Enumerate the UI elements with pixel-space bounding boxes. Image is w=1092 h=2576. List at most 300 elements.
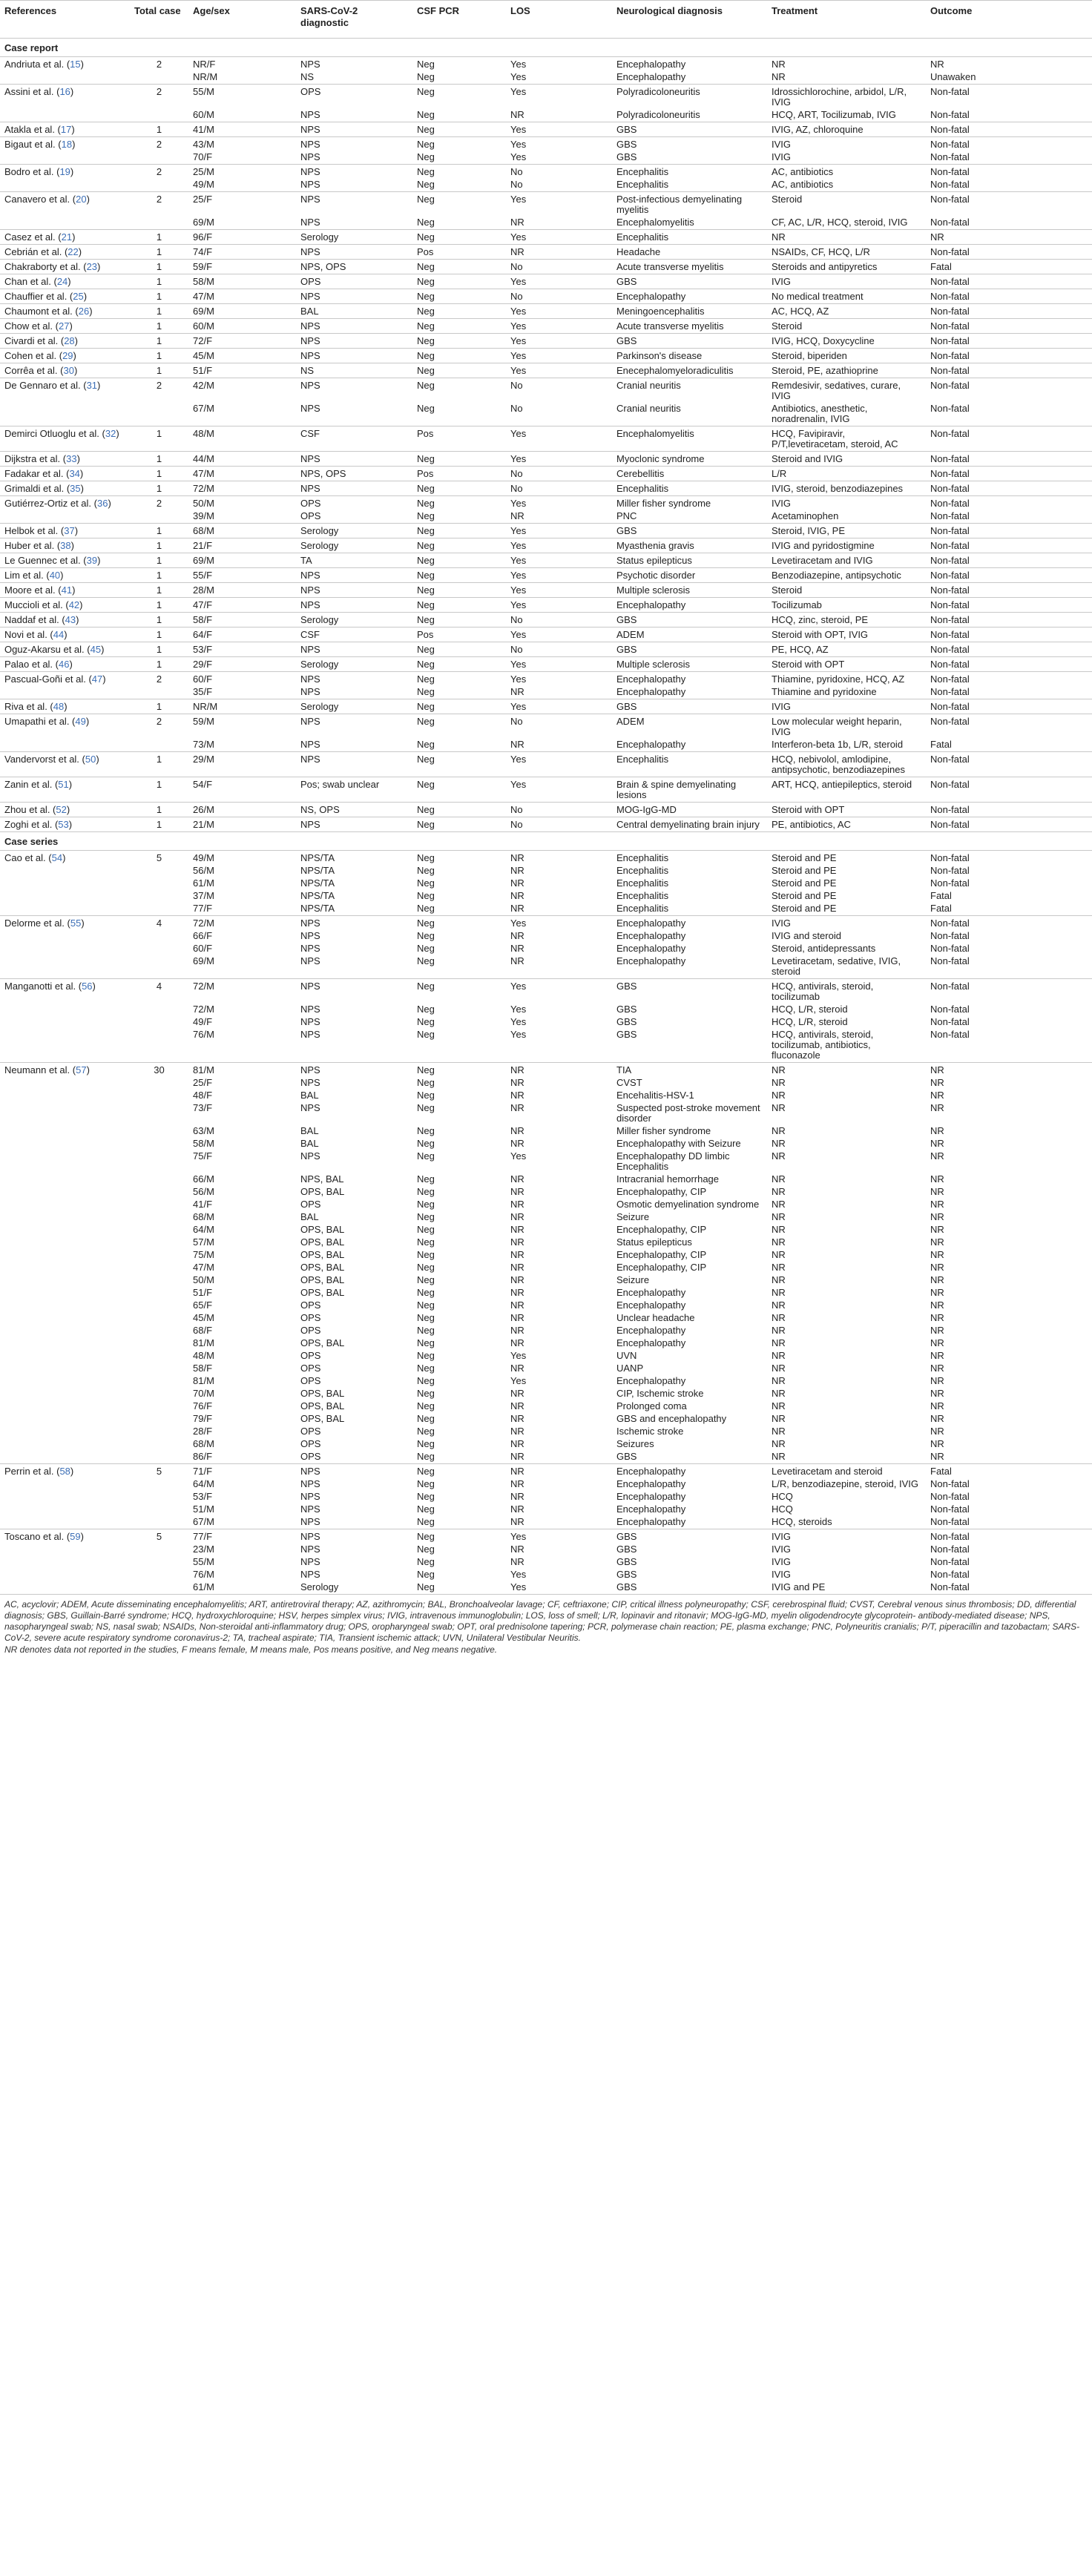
table-row (0, 1311, 1092, 1323)
total-case-cell (130, 1101, 188, 1124)
sars-cov2-cell: NPS/TA (300, 890, 335, 901)
age-sex-cell: NR/M (188, 699, 296, 714)
sars-cov2-cell: OPS, BAL (300, 1262, 345, 1273)
age-sex-cell: 48/M (193, 1350, 214, 1361)
age-sex-cell: 54/F (188, 777, 296, 803)
neuro-dx-cell: Ischemic stroke (616, 1426, 684, 1437)
sars-cov2-cell: Serology (296, 524, 412, 538)
csf-pcr-cell: Neg (417, 852, 435, 863)
los-cell: NR (510, 1337, 524, 1348)
outcome-cell: Non-fatal (926, 401, 1092, 426)
reference-cell (0, 1502, 130, 1515)
csf-pcr-cell: Neg (417, 1312, 435, 1323)
neuro-dx-cell: Encephalopathy, CIP (616, 1262, 707, 1273)
table-row (0, 1235, 1092, 1248)
los-cell: NR (510, 1262, 524, 1273)
treatment-cell: NR (772, 1150, 786, 1162)
neuro-dx-cell: Polyradicoloneuritis (612, 108, 767, 122)
total-case-cell: 1 (130, 245, 188, 260)
sars-cov2-cell: OPS (300, 1363, 321, 1374)
csf-pcr-cell: Neg (417, 1004, 435, 1015)
treatment-cell: AC, HCQ, AZ (767, 304, 926, 319)
table-row (0, 1567, 1092, 1580)
outcome-cell: Unawaken (926, 70, 1092, 85)
age-sex-cell: 49/M (188, 177, 296, 192)
outcome-cell: Non-fatal (926, 538, 1092, 553)
total-case-cell (130, 1298, 188, 1311)
treatment-cell: IVIG, HCQ, Doxycycline (767, 334, 926, 349)
csf-pcr-cell: Neg (412, 685, 506, 699)
treatment-cell: NR (772, 1375, 786, 1386)
sars-cov2-cell: NPS (296, 1027, 412, 1063)
csf-pcr-cell: Neg (417, 1388, 435, 1399)
sars-cov2-cell: NPS (296, 150, 412, 165)
neuro-dx-cell: GBS (616, 1531, 637, 1542)
csf-pcr-cell: Neg (412, 230, 506, 245)
reference-cell (0, 1311, 130, 1323)
csf-pcr-cell: Neg (417, 1102, 435, 1113)
csf-pcr-cell: Neg (417, 1350, 435, 1361)
table-row (0, 1149, 1092, 1172)
reference-cell: Zhou et al. (52) (0, 803, 130, 817)
total-case-cell (130, 1580, 188, 1595)
treatment-cell: Tocilizumab (767, 598, 926, 613)
outcome-cell: NR (930, 1236, 944, 1248)
outcome-cell: NR (926, 1449, 1092, 1464)
sars-cov2-cell: OPS (296, 274, 412, 289)
reference-cell (0, 1248, 130, 1260)
table-row (0, 1185, 1092, 1197)
los-cell: NR (510, 930, 524, 941)
csf-pcr-cell: Neg (412, 289, 506, 304)
reference-author: Pascual-Goñi et al. (4, 673, 86, 685)
treatment-cell: NR (772, 1077, 786, 1088)
los-cell: NR (510, 1438, 524, 1449)
neuro-dx-cell: Encephalopathy, CIP (616, 1186, 707, 1197)
reference-author: Neumann et al. (4, 1064, 70, 1075)
csf-pcr-cell: Neg (412, 304, 506, 319)
los-cell: Yes (510, 1531, 527, 1542)
neuro-dx-cell: Encephalitis (616, 166, 669, 177)
treatment-cell: NR (772, 1363, 786, 1374)
reference-number: 24 (56, 276, 68, 287)
table-row (0, 334, 1092, 349)
los-cell: No (506, 613, 612, 627)
los-cell: NR (510, 1274, 524, 1285)
csf-pcr-cell: Neg (417, 1125, 435, 1136)
treatment-cell: IVIG, steroid, benzodiazepines (767, 481, 926, 496)
age-sex-cell: 68/F (193, 1325, 213, 1336)
age-sex-cell: 70/F (188, 150, 296, 165)
total-case-cell (130, 70, 188, 85)
age-sex-cell: 67/M (188, 1515, 296, 1529)
age-sex-cell: 45/M (188, 349, 296, 363)
neuro-dx-cell: Encephalopathy (616, 943, 686, 954)
section-row (0, 39, 1092, 57)
reference-cell (0, 1260, 130, 1273)
los-cell: Yes (510, 1004, 527, 1015)
los-cell: NR (510, 1299, 524, 1311)
outcome-cell: Non-fatal (926, 108, 1092, 122)
reference-cell: Muccioli et al. (42) (0, 598, 130, 613)
reference-author: Atakla et al. (4, 124, 55, 135)
los-cell: No (506, 467, 612, 481)
los-cell: NR (510, 1556, 524, 1567)
table-row (0, 1424, 1092, 1437)
los-cell: NR (506, 108, 612, 122)
table-row (0, 1210, 1092, 1222)
neuro-dx-cell: GBS (612, 274, 767, 289)
age-sex-cell: 58/F (193, 1363, 213, 1374)
sars-cov2-cell: OPS (296, 1449, 412, 1464)
treatment-cell: NR (772, 1388, 786, 1399)
age-sex-cell: 64/M (193, 1478, 214, 1489)
outcome-cell: Non-fatal (926, 817, 1092, 832)
treatment-cell: L/R (767, 467, 926, 481)
reference-number: 30 (63, 365, 74, 376)
outcome-cell: Fatal (930, 1466, 952, 1477)
table-row (0, 349, 1092, 363)
table-row (0, 274, 1092, 289)
los-cell: NR (510, 1249, 524, 1260)
outcome-cell: Non-fatal (926, 274, 1092, 289)
csf-pcr-cell: Neg (412, 1027, 506, 1063)
los-cell: NR (510, 1211, 524, 1222)
reference-cell: Le Guennec et al. (39) (0, 553, 130, 568)
total-case-cell (130, 1088, 188, 1101)
outcome-cell: Non-fatal (926, 150, 1092, 165)
sars-cov2-cell: BAL (296, 304, 412, 319)
table-row (0, 1542, 1092, 1555)
los-cell: NR (510, 1544, 524, 1555)
treatment-cell: NR (772, 1426, 786, 1437)
reference-author: Perrin et al. (4, 1466, 54, 1477)
outcome-cell: Non-fatal (930, 498, 970, 509)
neuro-dx-cell: Acute transverse myelitis (612, 260, 767, 274)
outcome-cell: Non-fatal (926, 467, 1092, 481)
csf-pcr-cell: Pos (412, 627, 506, 642)
age-sex-cell: 76/F (193, 1400, 213, 1411)
total-case-cell (130, 1542, 188, 1555)
reference-cell (0, 1437, 130, 1449)
header-references: References (0, 1, 130, 39)
los-cell: NR (510, 865, 524, 876)
reference-number: 57 (76, 1064, 87, 1075)
reference-author: Zanin et al. (4, 779, 53, 790)
table-row (0, 70, 1092, 85)
table-row (0, 289, 1092, 304)
treatment-cell: PE, HCQ, AZ (767, 642, 926, 657)
total-case-cell: 4 (156, 981, 162, 992)
csf-pcr-cell: Neg (417, 1531, 435, 1542)
reference-number: 25 (73, 291, 84, 302)
outcome-cell: NR (930, 1350, 944, 1361)
treatment-cell: Levetiracetam, sedative, IVIG, steroid (767, 954, 926, 979)
reference-number: 41 (61, 584, 73, 596)
total-case-cell: 1 (130, 627, 188, 642)
los-cell: NR (510, 1413, 524, 1424)
neuro-dx-cell: GBS (616, 1569, 637, 1580)
csf-pcr-cell: Neg (417, 1249, 435, 1260)
neuro-dx-cell: Polyradicoloneuritis (616, 86, 700, 97)
los-cell: NR (506, 509, 612, 524)
age-sex-cell: 60/F (193, 673, 213, 685)
header-sars-cov2: SARS-CoV-2 diagnostic (296, 1, 412, 39)
neuro-dx-cell: GBS (612, 524, 767, 538)
total-case-cell (130, 1399, 188, 1411)
reference-cell (0, 1399, 130, 1411)
treatment-cell: NR (772, 1138, 786, 1149)
table-row (0, 85, 1092, 108)
neuro-dx-cell: UANP (616, 1363, 644, 1374)
age-sex-cell: 49/M (193, 852, 214, 863)
reference-cell (0, 1101, 130, 1124)
outcome-cell: Non-fatal (926, 452, 1092, 467)
table-row (0, 803, 1092, 817)
sars-cov2-cell: BAL (300, 1211, 319, 1222)
total-case-cell (130, 1515, 188, 1529)
neuro-dx-cell: MOG-IgG-MD (612, 803, 767, 817)
reference-cell: Andriuta et al. (15) (4, 59, 84, 70)
age-sex-cell: 51/F (188, 363, 296, 378)
sars-cov2-cell: NPS (300, 673, 320, 685)
neuro-dx-cell: Encephalitis (612, 177, 767, 192)
reference-number: 31 (86, 380, 98, 391)
age-sex-cell: 50/M (193, 498, 214, 509)
csf-pcr-cell: Neg (412, 613, 506, 627)
los-cell: NR (510, 1186, 524, 1197)
los-cell: NR (510, 1173, 524, 1185)
csf-pcr-cell: Neg (417, 943, 435, 954)
csf-pcr-cell: Neg (417, 1138, 435, 1149)
sars-cov2-cell: NPS, OPS (296, 260, 412, 274)
csf-pcr-cell: Neg (417, 166, 435, 177)
total-case-cell: 5 (156, 1466, 162, 1477)
reference-author: Grimaldi et al. (4, 483, 65, 494)
age-sex-cell: 75/F (193, 1150, 213, 1162)
los-cell: Yes (506, 363, 612, 378)
los-cell: No (506, 177, 612, 192)
sars-cov2-cell: NPS (300, 1556, 320, 1567)
table-row (0, 1411, 1092, 1424)
los-cell: Yes (510, 1350, 527, 1361)
reference-cell: Naddaf et al. (43) (0, 613, 130, 627)
los-cell: NR (510, 1287, 524, 1298)
reference-author: Huber et al. (4, 540, 55, 551)
outcome-cell: NR (930, 1249, 944, 1260)
outcome-cell: Fatal (930, 890, 952, 901)
los-cell: No (506, 260, 612, 274)
age-sex-cell: 73/F (193, 1102, 213, 1113)
los-cell: Yes (510, 1375, 527, 1386)
los-cell: NR (510, 1491, 524, 1502)
age-sex-cell: 64/M (193, 1224, 214, 1235)
csf-pcr-cell: Neg (417, 1478, 435, 1489)
total-case-cell: 1 (130, 481, 188, 496)
reference-cell: Delorme et al. (55) (4, 918, 85, 929)
table-row (0, 108, 1092, 122)
table-row (0, 777, 1092, 803)
age-sex-cell: NR/M (188, 70, 296, 85)
outcome-cell: NR (930, 1262, 944, 1273)
csf-pcr-cell: Neg (417, 1077, 435, 1088)
treatment-cell: Levetiracetam and IVIG (767, 553, 926, 568)
los-cell: No (506, 401, 612, 426)
treatment-cell: Thiamine and pyridoxine (767, 685, 926, 699)
treatment-cell: PE, antibiotics, AC (767, 817, 926, 832)
sars-cov2-cell: OPS, BAL (300, 1287, 345, 1298)
reference-cell: Demirci Otluoglu et al. (32) (0, 426, 130, 452)
reference-author: Gutiérrez-Ortiz et al. (4, 498, 92, 509)
neuro-dx-cell: Encephalitis (616, 890, 669, 901)
neuro-dx-cell: Encephalopathy (616, 1478, 686, 1489)
treatment-cell: NR (772, 1102, 786, 1113)
sars-cov2-cell: NPS (296, 598, 412, 613)
outcome-cell: Non-fatal (926, 177, 1092, 192)
treatment-cell: Idrossichlorochine, arbidol, L/R, IVIG (772, 86, 907, 108)
sars-cov2-cell: OPS (300, 498, 321, 509)
reference-cell (0, 1374, 130, 1386)
neuro-dx-cell: GBS (612, 642, 767, 657)
table-row (0, 1489, 1092, 1502)
total-case-cell (130, 1285, 188, 1298)
reference-cell (0, 954, 130, 979)
csf-pcr-cell: Neg (412, 319, 506, 334)
reference-author: Riva et al. (4, 701, 47, 712)
table-row (0, 672, 1092, 685)
outcome-cell: NR (926, 230, 1092, 245)
los-cell: Yes (506, 627, 612, 642)
reference-cell (0, 1027, 130, 1063)
table-row (0, 260, 1092, 274)
total-case-cell: 5 (156, 1531, 162, 1542)
table-row (0, 1015, 1092, 1027)
csf-pcr-cell: Neg (412, 401, 506, 426)
csf-pcr-cell: Neg (417, 1211, 435, 1222)
outcome-cell: Non-fatal (926, 509, 1092, 524)
age-sex-cell: 47/M (193, 1262, 214, 1273)
total-case-cell: 1 (130, 817, 188, 832)
outcome-cell: Non-fatal (930, 166, 970, 177)
total-case-cell (130, 1124, 188, 1136)
reference-cell: Civardi et al. (28) (0, 334, 130, 349)
reference-author: Delorme et al. (4, 918, 65, 929)
age-sex-cell: 23/M (193, 1544, 214, 1555)
total-case-cell: 2 (156, 59, 162, 70)
reference-author: Cao et al. (4, 852, 46, 863)
sars-cov2-cell: Serology (296, 230, 412, 245)
treatment-cell: No medical treatment (767, 289, 926, 304)
sars-cov2-cell: NPS (300, 930, 320, 941)
neuro-dx-cell: CVST (616, 1077, 642, 1088)
treatment-cell: Low molecular weight heparin, IVIG (772, 716, 902, 737)
reference-cell (0, 941, 130, 954)
los-cell: NR (510, 890, 524, 901)
reference-author: Corrêa et al. (4, 365, 58, 376)
age-sex-cell: 64/F (188, 627, 296, 642)
sars-cov2-cell: NPS, BAL (300, 1173, 344, 1185)
neuro-dx-cell: Encephalitis (612, 481, 767, 496)
header-outcome: Outcome (926, 1, 1092, 39)
treatment-cell: CF, AC, L/R, HCQ, steroid, IVIG (767, 215, 926, 230)
sars-cov2-cell: NPS (296, 349, 412, 363)
treatment-cell: AC, antibiotics (772, 166, 834, 177)
sars-cov2-cell: OPS, BAL (300, 1186, 345, 1197)
reference-number: 54 (51, 852, 63, 863)
outcome-cell: NR (930, 1064, 944, 1075)
reference-number: 51 (58, 779, 69, 790)
neuro-dx-cell: Seizure (616, 1211, 650, 1222)
outcome-cell: Non-fatal (930, 716, 970, 727)
csf-pcr-cell: Neg (417, 1325, 435, 1336)
treatment-cell: Steroid with OPT (767, 657, 926, 672)
table-row (0, 1298, 1092, 1311)
los-cell: Yes (506, 150, 612, 165)
treatment-cell: NR (772, 1312, 786, 1323)
table-row (0, 1374, 1092, 1386)
section-row (0, 832, 1092, 851)
total-case-cell (130, 876, 188, 889)
csf-pcr-cell: Neg (417, 1016, 435, 1027)
age-sex-cell: 50/M (193, 1274, 214, 1285)
table-row (0, 737, 1092, 752)
total-case-cell (130, 1185, 188, 1197)
table-row (0, 714, 1092, 738)
treatment-cell: IVIG (772, 1531, 792, 1542)
sars-cov2-cell: BAL (300, 1138, 319, 1149)
table-row (0, 1361, 1092, 1374)
age-sex-cell: 56/M (193, 1186, 214, 1197)
neuro-dx-cell: Seizures (616, 1438, 654, 1449)
los-cell: NR (510, 1064, 524, 1075)
treatment-cell: Benzodiazepine, antipsychotic (767, 568, 926, 583)
csf-pcr-cell: Pos (412, 467, 506, 481)
los-cell: No (506, 817, 612, 832)
reference-cell: Helbok et al. (37) (0, 524, 130, 538)
csf-pcr-cell: Neg (412, 752, 506, 777)
total-case-cell (130, 177, 188, 192)
neuro-dx-cell: GBS (616, 139, 637, 150)
csf-pcr-cell: Neg (417, 380, 435, 391)
sars-cov2-cell: NPS (300, 1004, 320, 1015)
total-case-cell: 1 (130, 122, 188, 137)
table-row (0, 613, 1092, 627)
reference-author: De Gennaro et al. (4, 380, 81, 391)
treatment-cell: Remdesivir, sedatives, curare, IVIG (772, 380, 901, 401)
csf-pcr-cell: Neg (417, 673, 435, 685)
neuro-dx-cell: GBS (612, 150, 767, 165)
outcome-cell: Non-fatal (926, 334, 1092, 349)
treatment-cell: NR (772, 1090, 786, 1101)
treatment-cell: NR (772, 1186, 786, 1197)
table-row (0, 1464, 1092, 1478)
outcome-cell: Non-fatal (926, 954, 1092, 979)
sars-cov2-cell: OPS (300, 1438, 321, 1449)
table-row (0, 1075, 1092, 1088)
total-case-cell (130, 1002, 188, 1015)
sars-cov2-cell: Serology (296, 699, 412, 714)
table-row (0, 851, 1092, 864)
total-case-cell (130, 1136, 188, 1149)
csf-pcr-cell: Neg (412, 901, 506, 916)
los-cell: Yes (506, 1027, 612, 1063)
age-sex-cell: 26/M (188, 803, 296, 817)
total-case-cell: 1 (130, 524, 188, 538)
sars-cov2-cell: Serology (296, 1580, 412, 1595)
neuro-dx-cell: Enecephalomyeloradiculitis (612, 363, 767, 378)
table-row (0, 1124, 1092, 1136)
age-sex-cell: 28/M (188, 583, 296, 598)
